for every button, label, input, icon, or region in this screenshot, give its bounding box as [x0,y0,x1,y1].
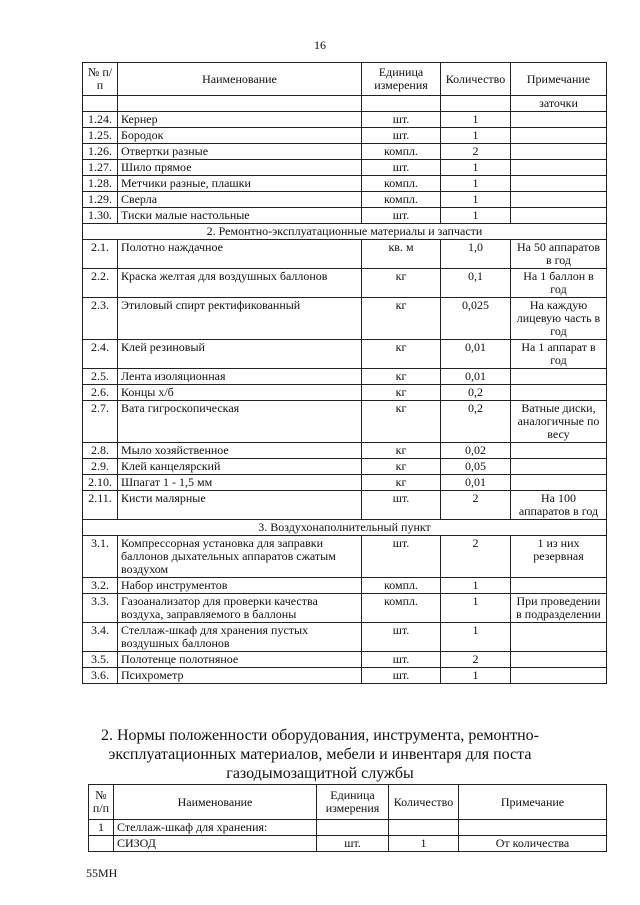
section-title: 3. Воздухонаполнительный пункт [83,520,607,536]
table-row [83,340,607,369]
header-unit: Единица измерения [362,63,441,96]
cell-qty: 1 [441,160,511,176]
table-row [83,475,607,491]
cell-unit: шт. [362,160,441,176]
cell-name: Стеллаж-шкаф для хранения пустых воздушных баллонов [118,623,362,652]
cell-unit: шт. [362,536,441,578]
cell-qty: 0,2 [441,385,511,401]
cell-unit: кг [362,340,441,369]
header2-num: № п/п [89,785,114,820]
cell-name: Стеллаж-шкаф для хранения: [114,820,317,836]
cell-note [511,623,607,652]
page-number: 16 [314,38,326,52]
table-row [83,240,607,269]
cell-name: Клей канцелярский [118,459,362,475]
cell-unit: шт. [362,128,441,144]
cell-num: 1.24. [83,112,118,128]
table-row [83,128,607,144]
cell-qty: 1 [441,176,511,192]
cell-qty: 1 [441,578,511,594]
header2-unit: Единица измерения [317,785,389,820]
cell-num: 1.25. [83,128,118,144]
cell-unit: компл. [362,578,441,594]
cell-qty: 1 [441,594,511,623]
section-heading: 2. Нормы положенности оборудования, инструмента, ремонтно-эксплуатационных материалов, мебели и инвентаря для поста газодымозащитной службы [101,727,539,782]
cell-note [511,385,607,401]
table-row [83,623,607,652]
cell-note [459,820,607,836]
table-row [83,668,607,684]
cell-unit: кг [362,443,441,459]
cell-note: При проведении в подразделении [511,594,607,623]
cell-note [511,459,607,475]
cell-unit: шт. [362,668,441,684]
cell-name: Психрометр [118,668,362,684]
cell-num: 2.10. [83,475,118,491]
cell-num: 2.1. [83,240,118,269]
cell-note [511,369,607,385]
table-row [83,491,607,520]
header2-note: Примечание [459,785,607,820]
cell-num: 3.3. [83,594,118,623]
cell-name: СИЗОД [114,836,317,852]
cell-note: Ватные диски, аналогичные по весу [511,401,607,443]
table-row [83,652,607,668]
cell-note: На каждую лицевую часть в год [511,298,607,340]
section-title: 2. Ремонтно-эксплуатационные материалы и запчасти [83,224,607,240]
cell-name: Концы х/б [118,385,362,401]
table-row [83,369,607,385]
cell-note: На 1 баллон в год [511,269,607,298]
cell-note: На 1 аппарат в год [511,340,607,369]
cell-unit: кг [362,401,441,443]
cell-num: 3.4. [83,623,118,652]
cell-note [511,128,607,144]
cell-note: На 100 аппаратов в год [511,491,607,520]
cell-qty: 1 [389,836,459,852]
cell-num [89,836,114,852]
cell-name: Мыло хозяйственное [118,443,362,459]
cell-unit: компл. [362,594,441,623]
cell-num: 2.11. [83,491,118,520]
cell-unit: шт. [362,623,441,652]
table-row [83,578,607,594]
cell-qty: 0,2 [441,401,511,443]
cell-name: Кисти малярные [118,491,362,520]
table-row [83,298,607,340]
cell-num: 3.2. [83,578,118,594]
cell-qty: 1 [441,128,511,144]
cell-name: Лента изоляционная [118,369,362,385]
cell-name: Сверла [118,192,362,208]
cell-note [511,475,607,491]
cell-qty: 0,01 [441,340,511,369]
cell-unit [317,820,389,836]
cell-qty: 0,02 [441,443,511,459]
cell-qty: 1,0 [441,240,511,269]
cell-qty: 0,025 [441,298,511,340]
cell-qty: 2 [441,652,511,668]
table-row [83,459,607,475]
cell-name: Бородок [118,128,362,144]
cell-name: Этиловый спирт ректификованный [118,298,362,340]
cell-name: Шило прямое [118,160,362,176]
cell-name: Вата гигроскопическая [118,401,362,443]
cell-note [511,652,607,668]
header2-name: Наименование [114,785,317,820]
cell-name: Кернер [118,112,362,128]
table-row [83,594,607,623]
footer-code: 55МН [86,866,118,880]
table-row [83,208,607,224]
cell-unit: кг [362,459,441,475]
table-header-row [83,63,607,96]
table-row [83,144,607,160]
continuation-row [83,96,607,112]
cell-unit: шт. [362,652,441,668]
table-row [83,160,607,176]
cell-num: 3.5. [83,652,118,668]
cell-unit: кв. м [362,240,441,269]
cell-note [511,578,607,594]
table-row [89,836,607,852]
cell-qty: 0,05 [441,459,511,475]
cell-num: 1.28. [83,176,118,192]
cell-unit: шт. [362,491,441,520]
cell-num: 2.6. [83,385,118,401]
cell-unit: кг [362,369,441,385]
cell-name: Полотенце полотняное [118,652,362,668]
cell-qty: 2 [441,491,511,520]
table-row [83,192,607,208]
equipment-table [82,62,607,684]
table2-header-row [89,785,607,820]
cell-note: 1 из них резервная [511,536,607,578]
cell-qty: 2 [441,536,511,578]
table-row [83,443,607,459]
cell-num: 1.29. [83,192,118,208]
cell-qty: 1 [441,623,511,652]
cell-note [511,112,607,128]
cell-unit: шт. [362,208,441,224]
table-row [83,269,607,298]
table-row [89,820,607,836]
cell-num: 3.6. [83,668,118,684]
cell-unit: компл. [362,144,441,160]
cell-note [511,144,607,160]
cell-name: Клей резиновый [118,340,362,369]
continuation-note: заточки [511,96,607,112]
cell-num: 1.30. [83,208,118,224]
cell-qty: 1 [441,112,511,128]
cell-qty: 0,01 [441,369,511,385]
cell-note: На 50 аппаратов в год [511,240,607,269]
cell-qty: 0,1 [441,269,511,298]
cell-unit: шт. [362,112,441,128]
cell-unit: кг [362,475,441,491]
section-row [83,520,607,536]
cell-note [511,668,607,684]
cell-num: 2.3. [83,298,118,340]
cell-qty: 1 [441,192,511,208]
table-row [83,536,607,578]
cell-unit: компл. [362,176,441,192]
header-name: Наименование [118,63,362,96]
header-note: Примечание [511,63,607,96]
cell-qty: 1 [441,668,511,684]
header-num: № п/п [83,63,118,96]
cell-note [511,176,607,192]
cell-qty [389,820,459,836]
cell-note: От количества [459,836,607,852]
cell-num: 2.9. [83,459,118,475]
cell-name: Краска желтая для воздушных баллонов [118,269,362,298]
cell-num: 2.7. [83,401,118,443]
cell-note [511,443,607,459]
cell-num: 1.26. [83,144,118,160]
section-row [83,224,607,240]
cell-note [511,208,607,224]
cell-num: 1.27. [83,160,118,176]
post-equipment-table [88,784,607,852]
cell-name: Отвертки разные [118,144,362,160]
table-row [83,385,607,401]
cell-name: Метчики разные, плашки [118,176,362,192]
header-qty: Количество [441,63,511,96]
cell-qty: 1 [441,208,511,224]
cell-note [511,160,607,176]
cell-name: Набор инструментов [118,578,362,594]
cell-num: 2.4. [83,340,118,369]
cell-num: 3.1. [83,536,118,578]
cell-qty: 2 [441,144,511,160]
cell-unit: шт. [317,836,389,852]
cell-num: 1 [89,820,114,836]
cell-note [511,192,607,208]
cell-unit: кг [362,298,441,340]
cell-unit: кг [362,269,441,298]
table-row [83,176,607,192]
cell-unit: кг [362,385,441,401]
table-row [83,401,607,443]
header2-qty: Количество [389,785,459,820]
cell-num: 2.5. [83,369,118,385]
cell-name: Газоанализатор для проверки качества воздуха, заправляемого в баллоны [118,594,362,623]
cell-name: Компрессорная установка для заправки баллонов дыхательных аппаратов сжатым воздухом [118,536,362,578]
table-row [83,112,607,128]
cell-unit: компл. [362,192,441,208]
cell-name: Тиски малые настольные [118,208,362,224]
cell-name: Шпагат 1 - 1,5 мм [118,475,362,491]
cell-name: Полотно наждачное [118,240,362,269]
cell-qty: 0,01 [441,475,511,491]
cell-num: 2.2. [83,269,118,298]
cell-num: 2.8. [83,443,118,459]
